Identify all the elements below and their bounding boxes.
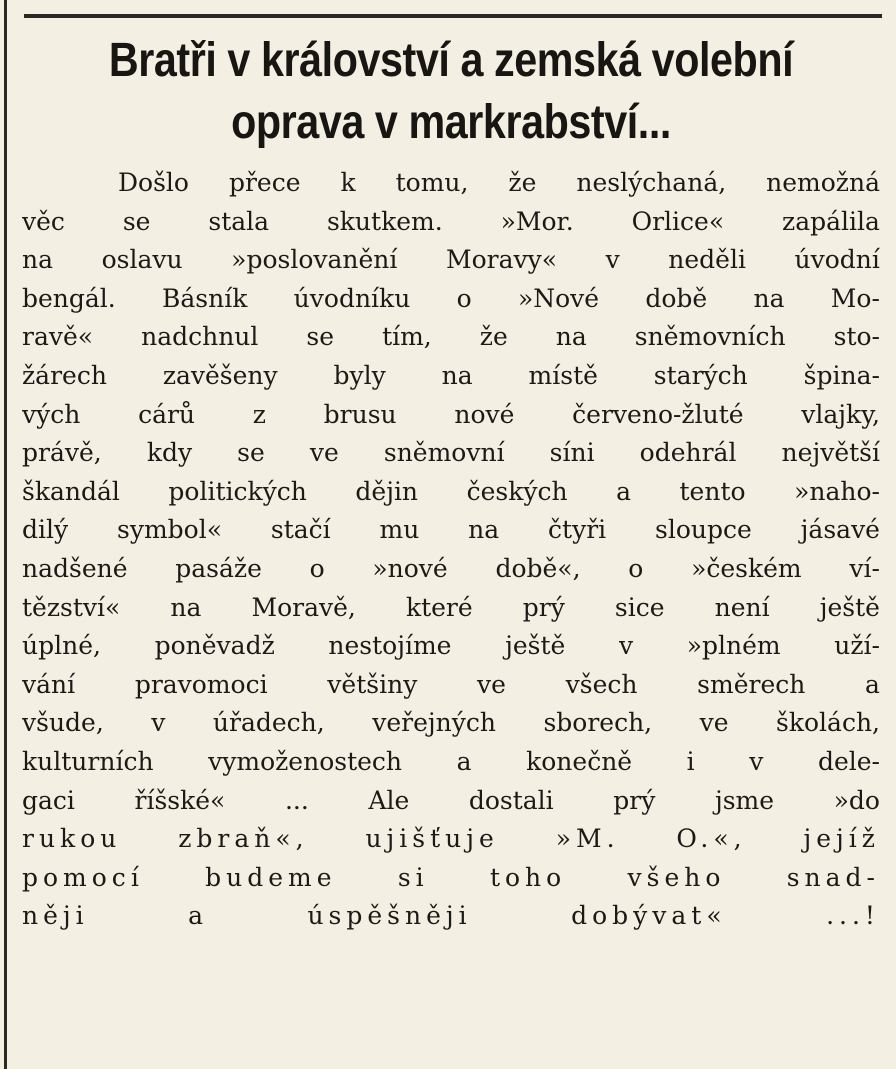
word: jásavé bbox=[800, 515, 880, 545]
word: vlajky, bbox=[801, 399, 880, 429]
word: o bbox=[456, 283, 472, 313]
word: ve bbox=[309, 438, 339, 468]
body-line bbox=[22, 550, 880, 589]
word: ještě bbox=[505, 631, 566, 661]
word: bengál. bbox=[22, 283, 116, 313]
word: na bbox=[22, 245, 54, 275]
word: nové bbox=[454, 399, 515, 429]
word: »nové bbox=[372, 553, 448, 583]
word: uží- bbox=[834, 631, 880, 661]
word: »naho- bbox=[794, 476, 880, 506]
word: přece bbox=[228, 168, 301, 197]
word: o bbox=[309, 553, 325, 583]
word: dostali bbox=[468, 785, 554, 815]
word: neslýchaná, bbox=[576, 168, 727, 197]
word: i bbox=[686, 746, 695, 776]
word: se bbox=[306, 322, 335, 352]
word: školách, bbox=[776, 708, 880, 738]
body-line bbox=[22, 743, 880, 782]
word: že bbox=[479, 322, 508, 352]
body-line bbox=[22, 203, 880, 242]
word: brusu bbox=[323, 399, 397, 429]
word: škandál bbox=[22, 476, 120, 506]
word: neděli bbox=[668, 245, 746, 275]
headline-line-1: Bratři v království a zemská volební bbox=[108, 34, 794, 87]
word: Orlice« bbox=[631, 206, 725, 236]
word: pasáže bbox=[175, 553, 262, 583]
word: které bbox=[405, 592, 473, 622]
body-line bbox=[22, 164, 880, 203]
word: odehrál bbox=[639, 438, 737, 468]
word: O.«, bbox=[676, 824, 747, 854]
word: úspěšněji bbox=[307, 901, 472, 931]
body-line bbox=[22, 704, 880, 743]
word: něji bbox=[22, 901, 89, 931]
headline bbox=[82, 30, 820, 154]
word: a bbox=[616, 476, 631, 506]
word: špina- bbox=[803, 360, 880, 390]
word: rukou bbox=[22, 824, 122, 854]
body-line bbox=[22, 396, 880, 435]
body-line bbox=[22, 357, 880, 396]
word: úřadech, bbox=[212, 708, 325, 738]
column-rule-left bbox=[4, 0, 7, 1069]
word: v bbox=[618, 631, 634, 661]
word: budeme bbox=[205, 862, 337, 892]
word: všeho bbox=[627, 862, 726, 892]
word: směrech bbox=[697, 669, 806, 699]
body-line bbox=[22, 859, 880, 898]
word: zapálila bbox=[782, 206, 880, 236]
word: úplné, bbox=[22, 631, 101, 661]
word: Básník bbox=[162, 283, 248, 313]
word: o bbox=[628, 553, 644, 583]
word: místě bbox=[528, 360, 598, 390]
word: dele- bbox=[817, 746, 880, 776]
word: »českém bbox=[691, 553, 802, 583]
word: v bbox=[605, 245, 620, 275]
word: jsme bbox=[714, 785, 775, 815]
word: jejíž bbox=[803, 824, 880, 854]
word: úvodní bbox=[794, 245, 880, 275]
body-line bbox=[22, 318, 880, 357]
word: Došlo bbox=[118, 168, 189, 197]
word: poněvadž bbox=[154, 631, 275, 661]
word: politických bbox=[168, 476, 307, 506]
word: sice bbox=[614, 592, 665, 622]
word: žárech bbox=[22, 360, 107, 390]
word: na bbox=[441, 360, 473, 390]
word: tím, bbox=[382, 322, 432, 352]
body-line bbox=[22, 897, 880, 936]
word: síni bbox=[549, 438, 595, 468]
word: dějin bbox=[355, 476, 419, 506]
word: tomu, bbox=[395, 168, 469, 197]
article bbox=[22, 30, 880, 1069]
word: ujišťuje bbox=[365, 824, 499, 854]
article-body bbox=[22, 164, 880, 936]
word: ve bbox=[477, 669, 506, 699]
word: na bbox=[753, 283, 785, 313]
word: »Nové bbox=[517, 283, 600, 313]
body-line bbox=[22, 589, 880, 628]
word: v bbox=[151, 708, 166, 738]
word: starých bbox=[653, 360, 748, 390]
word: toho bbox=[489, 862, 567, 892]
word: úvodníku bbox=[293, 283, 411, 313]
word: cárů bbox=[138, 399, 196, 429]
word: »Mor. bbox=[500, 206, 574, 236]
word: mu bbox=[379, 515, 420, 545]
word: kulturních bbox=[22, 746, 154, 776]
word: době bbox=[645, 283, 708, 313]
word: a bbox=[188, 901, 208, 931]
word: nadšené bbox=[22, 553, 128, 583]
body-line bbox=[22, 511, 880, 550]
word: pomocí bbox=[22, 862, 144, 892]
word: k bbox=[340, 168, 356, 197]
word: českých bbox=[466, 476, 568, 506]
word: vymoženostech bbox=[208, 746, 403, 776]
word: ví- bbox=[849, 553, 880, 583]
word: pravomoci bbox=[134, 669, 268, 699]
word: »plném bbox=[686, 631, 781, 661]
word: v bbox=[749, 746, 764, 776]
word: se bbox=[122, 206, 151, 236]
headline-line-2: oprava v markrabství... bbox=[231, 96, 671, 149]
word: a bbox=[456, 746, 472, 776]
word: není bbox=[714, 592, 770, 622]
word: ještě bbox=[819, 592, 880, 622]
word: dobývat« bbox=[571, 901, 727, 931]
body-line bbox=[22, 434, 880, 473]
word: Moravy« bbox=[445, 245, 558, 275]
word: většiny bbox=[327, 669, 418, 699]
word: si bbox=[397, 862, 429, 892]
word: nestojíme bbox=[328, 631, 452, 661]
word: všude, bbox=[22, 708, 104, 738]
word: »poslovanění bbox=[231, 245, 398, 275]
word: oslavu bbox=[101, 245, 183, 275]
word: veřejných bbox=[372, 708, 496, 738]
word: říšské« bbox=[134, 785, 226, 815]
body-line bbox=[22, 666, 880, 705]
word: na bbox=[555, 322, 587, 352]
word: době«, bbox=[495, 553, 581, 583]
word: ...! bbox=[826, 901, 880, 931]
word: stala bbox=[208, 206, 270, 236]
body-line bbox=[22, 280, 880, 319]
body-line bbox=[22, 820, 880, 859]
word: stačí bbox=[270, 515, 331, 545]
word: všech bbox=[565, 669, 638, 699]
word: konečně bbox=[526, 746, 633, 776]
word: Moravě, bbox=[251, 592, 356, 622]
word: gaci bbox=[22, 785, 75, 815]
word: ravě« bbox=[22, 322, 94, 352]
body-line bbox=[22, 627, 880, 666]
word: červeno-žluté bbox=[572, 399, 744, 429]
word: že bbox=[508, 168, 537, 197]
word: sloupce bbox=[655, 515, 752, 545]
word: prý bbox=[522, 592, 565, 622]
word: byly bbox=[333, 360, 386, 390]
word: z bbox=[252, 399, 266, 429]
word: největší bbox=[781, 438, 880, 468]
word: dilý bbox=[22, 515, 69, 545]
word: věc bbox=[22, 206, 65, 236]
word: sněmovní bbox=[383, 438, 505, 468]
word: vání bbox=[22, 669, 76, 699]
word: právě, bbox=[22, 438, 102, 468]
word: »do bbox=[833, 785, 880, 815]
word: na bbox=[468, 515, 500, 545]
word: ... bbox=[284, 785, 309, 815]
body-line bbox=[22, 241, 880, 280]
word: Ale bbox=[368, 785, 410, 815]
word: zavěšeny bbox=[162, 360, 278, 390]
word: tento bbox=[679, 476, 746, 506]
body-line bbox=[22, 473, 880, 512]
word: ve bbox=[699, 708, 729, 738]
word: nadchnul bbox=[141, 322, 259, 352]
word: zbraň«, bbox=[178, 824, 309, 854]
word: sto- bbox=[833, 322, 880, 352]
word: sněmovních bbox=[634, 322, 786, 352]
word: »M. bbox=[555, 824, 620, 854]
word: skutkem. bbox=[326, 206, 443, 236]
word: vých bbox=[22, 399, 81, 429]
section-divider bbox=[24, 14, 882, 18]
word: prý bbox=[613, 785, 656, 815]
word: nemožná bbox=[766, 168, 880, 197]
word: Mo- bbox=[830, 283, 880, 313]
word: se bbox=[237, 438, 265, 468]
word: a bbox=[865, 669, 880, 699]
word: kdy bbox=[146, 438, 193, 468]
body-line bbox=[22, 782, 880, 821]
word: na bbox=[170, 592, 202, 622]
word: tězství« bbox=[22, 592, 121, 622]
word: symbol« bbox=[116, 515, 222, 545]
word: snad- bbox=[786, 862, 880, 892]
word: sborech, bbox=[543, 708, 653, 738]
word: čtyři bbox=[548, 515, 607, 545]
